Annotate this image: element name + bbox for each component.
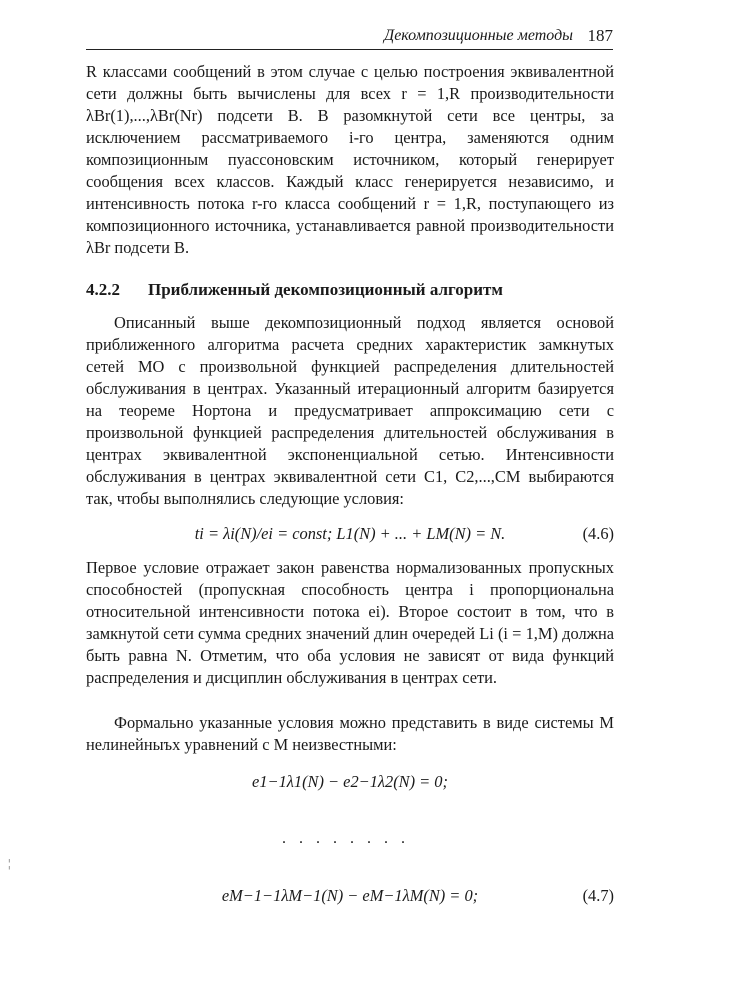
paragraph-3-block xyxy=(86,557,614,689)
page-number: 187 xyxy=(587,26,613,45)
section-number: 4.2.2 xyxy=(86,280,120,299)
equation-4-7-body: eM−1−1λM−1(N) − eM−1λM(N) = 0; xyxy=(221,886,479,905)
ellipsis-dots: ........ xyxy=(282,830,418,847)
equation-4-6-body: ti = λi(N)/ei = const; L1(N) + ... + LM(N) = N. xyxy=(194,524,506,543)
paragraph-4-block xyxy=(86,712,614,756)
equation-4-6-tag: (4.6) xyxy=(582,524,614,543)
paragraph-2: Описанный выше декомпозиционный подход является основой приближенного алгоритма расчета средних характеристик замкнутых сетей МО с произвольной функцией распределения длительностей обслуживания в центрах. Указанный итерационный алгоритм базируется на теореме Нортона и предусматривает аппроксимацию сети с произвольной функцией распределения длительностей обслуживания в центрах эквивалентной экспоненциальной сетью. Интенсивности обслуживания в центрах эквивалентной сети C1, C2,...,CM выбираются так, чтобы выполнялись следующие условия: xyxy=(86,313,614,508)
paragraph-3: Первое условие отражает закон равенства нормализованных пропускных способностей (пропускная способность центра i пропорциональна относительной интенсивности потока ei). Второе состоит в том, что в замкнутой сети сумма средних значений длин очередей Li (i = 1,M) должна быть равна N. Отметим, что оба условия не зависят от вида функций распределения и дисциплин обслуживания в центрах сети. xyxy=(86,558,614,687)
equation-4-7-tag: (4.7) xyxy=(582,886,614,905)
paragraph-1: R классами сообщений в этом случае с целью построения эквивалентной сети должны быть вычислены для всех r = 1,R производительности λBr(1),...,λBr(Nr) подсети B. В разомкнутой сети все центры, за исключением рассматриваемого i-го центра, заменяются одним композиционным пуассоновским источником, который генерирует сообщения всех классов. Каждый класс генерируется независимо, и интенсивность потока r-го класса сообщений r = 1,R, поступающего из композиционного источника, устанавливается равной производительности λBr подсети B. xyxy=(86,62,614,257)
paragraph-2-block xyxy=(86,312,614,510)
running-title: Декомпозиционные методы xyxy=(384,27,573,44)
section-heading xyxy=(86,280,614,300)
scan-edge-mark: ¦ xyxy=(8,856,11,870)
running-header xyxy=(86,24,613,50)
equation-first-body: e1−1λ1(N) − e2−1λ2(N) = 0; xyxy=(252,772,448,791)
paragraph-4: Формально указанные условия можно представить в виде системы M нелинейныъх уравнений с M неизвестными: xyxy=(86,713,614,754)
paragraph-1-block xyxy=(86,61,614,259)
section-title: Приближенный декомпозиционный алгоритм xyxy=(148,280,503,299)
